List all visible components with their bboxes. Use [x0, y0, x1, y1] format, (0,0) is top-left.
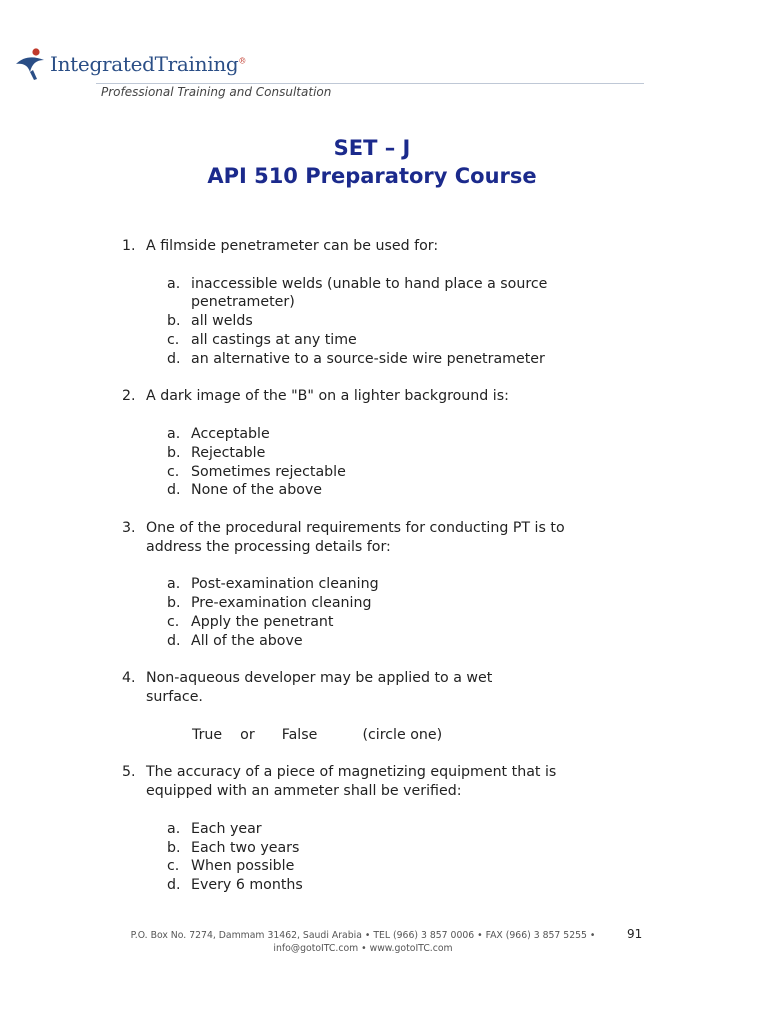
option-text: Every 6 months [191, 877, 303, 894]
option-text: All of the above [191, 632, 303, 649]
option-letter: c. [167, 331, 180, 348]
answer-option [167, 481, 592, 500]
question-number: 1. [122, 238, 136, 254]
option-text: Pre-examination cleaning [191, 595, 372, 612]
option-text: all castings at any time [191, 331, 357, 348]
answer-option [167, 613, 592, 632]
question-text: A dark image of the "B" on a lighter background is: [146, 388, 509, 405]
option-text: When possible [191, 858, 295, 875]
registered-mark: ® [238, 56, 247, 66]
option-letter: a. [167, 425, 181, 442]
answer-option [167, 575, 592, 594]
option-text: Each two years [191, 839, 300, 856]
answer-option [167, 463, 592, 482]
question-2 [122, 387, 592, 500]
answer-option [167, 444, 592, 463]
option-letter: d. [167, 350, 181, 367]
course-title: API 510 Preparatory Course [207, 164, 537, 188]
option-letter: a. [167, 576, 181, 593]
answer-option [167, 820, 592, 839]
question-number: 2. [122, 388, 136, 405]
option-text: inaccessible welds (unable to hand place a source penetrameter) [191, 275, 548, 311]
tagline: Professional Training and Consultation [101, 85, 332, 99]
question-number: 5. [122, 764, 136, 781]
option-letter: b. [167, 839, 181, 856]
option-letter: c. [167, 613, 180, 630]
footer-address: P.O. Box No. 7274, Dammam 31462, Saudi Arabia • TEL (966) 3 857 0006 • FAX (966) 3 857 5255 • [130, 930, 596, 941]
answer-option [167, 876, 592, 895]
answer-option [167, 331, 592, 350]
option-letter: c. [167, 858, 180, 875]
person-swoosh-icon [14, 46, 54, 82]
answer-option [167, 594, 592, 613]
option-text: all welds [191, 313, 253, 330]
option-letter: a. [167, 275, 181, 292]
answer-option [167, 857, 592, 876]
answer-option [167, 350, 592, 369]
option-letter: d. [167, 482, 181, 499]
option-letter: a. [167, 820, 181, 837]
option-text: Rejectable [191, 444, 266, 461]
option-text: Acceptable [191, 425, 270, 442]
option-text: None of the above [191, 482, 323, 499]
option-letter: c. [167, 463, 180, 480]
answer-option [167, 275, 592, 313]
answer-option [167, 312, 592, 331]
page-number: 91 [627, 927, 643, 941]
question-text: The accuracy of a piece of magnetizing equipment that is equipped with an ammeter shall be verified: [146, 764, 557, 800]
option-text: Apply the penetrant [191, 613, 334, 630]
option-letter: b. [167, 313, 181, 330]
question-number: 3. [122, 519, 136, 536]
option-text: Sometimes rejectable [191, 463, 346, 480]
footer-contact: info@gotoITC.com • www.gotoITC.com [273, 943, 453, 954]
header-divider [96, 83, 644, 84]
question-text: One of the procedural requirements for conducting PT is to address the processing details for: [146, 519, 565, 555]
question-text: A filmside penetrameter can be used for: [146, 238, 439, 254]
option-letter: b. [167, 595, 181, 612]
set-title: SET – J [333, 136, 411, 160]
answer-option [167, 839, 592, 858]
question-4 [122, 669, 592, 744]
true-false-choice: True or False (circle one) [192, 726, 443, 743]
option-letter: d. [167, 632, 181, 649]
answer-option [167, 425, 592, 444]
question-text: Non-aqueous developer may be applied to a wet surface. [146, 670, 493, 706]
page-footer [80, 929, 646, 955]
question-list [122, 237, 592, 914]
answer-option [167, 632, 592, 651]
option-letter: b. [167, 444, 181, 461]
option-letter: d. [167, 877, 181, 894]
question-5 [122, 763, 592, 895]
question-3 [122, 519, 592, 651]
option-text: an alternative to a source-side wire penetrameter [191, 350, 545, 367]
option-text: Each year [191, 820, 262, 837]
question-1 [122, 237, 592, 369]
option-text: Post-examination cleaning [191, 576, 379, 593]
logo-text: IntegratedTraining [50, 52, 239, 76]
company-logo [14, 44, 274, 88]
question-number: 4. [122, 670, 136, 687]
